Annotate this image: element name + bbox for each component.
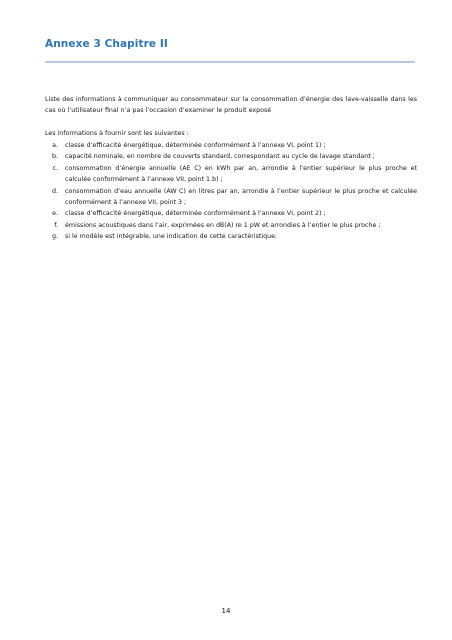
information-list	[45, 140, 417, 243]
list-item	[45, 208, 417, 219]
list-item-text: classe d’efficacité énergétique, déterminée conformément à l’annexe VI, point 1) ;	[65, 142, 326, 149]
list-item-text: capacité nominale, en nombre de couverts standard, correspondant au cycle de lavage standard ;	[65, 153, 375, 161]
page-number: 14	[221, 607, 231, 615]
list-item-marker: e.	[52, 210, 58, 218]
heading-rule	[45, 61, 415, 63]
intro-paragraph: Liste des informations à communiquer au consommateur sur la consommation d’énergie des lave-vaisselle dans les cas où l’utilisateur final n’a pas l’occasion d’examiner le produit exposé	[45, 96, 417, 115]
list-item	[45, 220, 417, 231]
list-item-marker: g.	[52, 233, 58, 241]
page-heading: Annexe 3 Chapitre II	[45, 38, 168, 50]
list-item	[45, 151, 417, 162]
list-item	[45, 231, 417, 242]
list-item-text: émissions acoustiques dans l’air, exprimées en dB(A) re 1 pW et arrondies à l’entier le plus proche ;	[65, 221, 381, 229]
list-lead: Les informations à fournir sont les suivantes :	[45, 130, 189, 137]
list-item-marker: a.	[52, 142, 58, 149]
list-item-marker: b.	[52, 153, 58, 161]
list-item-text: consommation d’énergie annuelle (AE C) en kWh par an, arrondie à l’entier supérieur le plus proche et calculée conformément à l’annexe VII, point 1.b) ;	[65, 164, 417, 184]
list-item-text: si le modèle est intégrable, une indication de cette caractéristique.	[65, 233, 277, 241]
list-item-marker: d.	[52, 187, 58, 195]
list-item	[45, 163, 417, 186]
list-item-marker: c.	[52, 164, 58, 172]
list-item-text: classe d’efficacité énergétique, déterminée conformément à l’annexe VI, point 2) ;	[65, 210, 326, 218]
list-item	[45, 140, 417, 151]
list-item-marker: f.	[54, 221, 58, 229]
list-item	[45, 186, 417, 209]
list-item-text: consommation d’eau annuelle (AW C) en litres par an, arrondie à l’entier supérieur le plus proche et calculée conformément à l’annexe VII, point 3 ;	[65, 187, 417, 207]
